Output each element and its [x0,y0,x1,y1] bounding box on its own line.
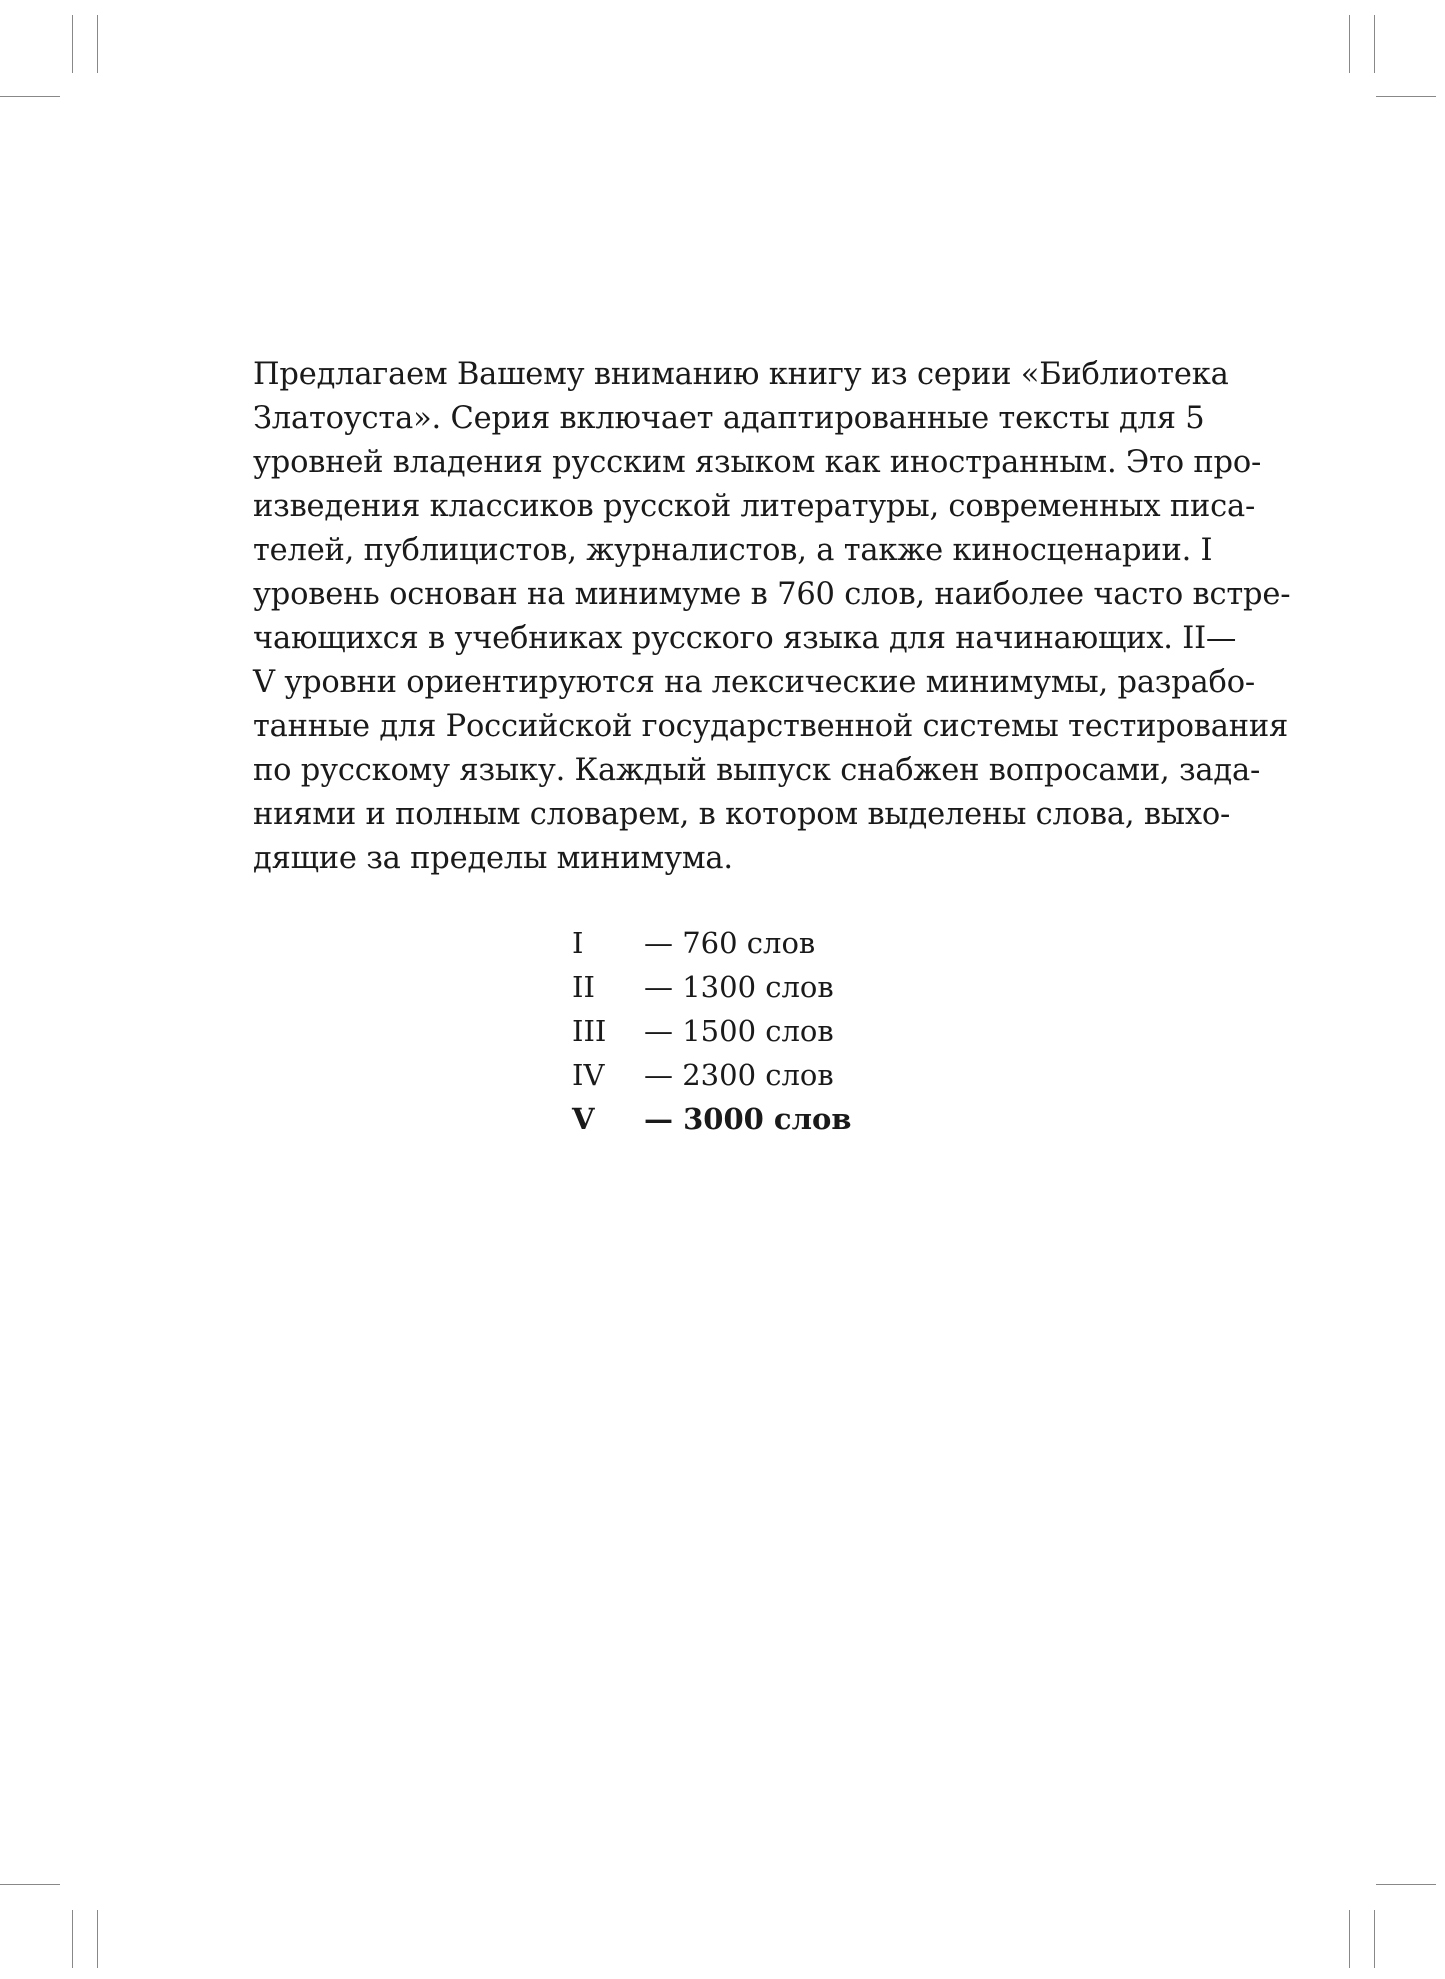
crop-mark-bottom-right-horizontal [1376,1884,1436,1885]
level-row-i [572,921,852,965]
crop-mark-bottom-left-inner [97,1910,98,1968]
level-number: III [572,1014,607,1048]
paragraph-line: дящие за пределы минимума. [253,841,733,876]
crop-mark-top-left-outer [72,15,73,73]
level-number: V [572,1102,595,1136]
level-word-count: — 1300 слов [644,970,834,1004]
paragraph-line: ниями и полным словарем, в котором выделены слова, выхо- [253,797,1231,832]
paragraph-line: телей, публицистов, журналистов, а также киносценарии. I [253,533,1213,568]
crop-mark-bottom-right-outer [1374,1910,1375,1968]
crop-mark-bottom-right-inner [1349,1910,1350,1968]
paragraph-line: изведения классиков русской литературы, современных писа- [253,489,1256,524]
crop-mark-top-left-inner [97,15,98,73]
paragraph-line: уровней владения русским языком как иностранным. Это про- [253,445,1262,480]
paragraph-line: танные для Российской государственной системы тестирования [253,709,1288,744]
level-number: I [572,926,584,960]
level-row-iv [572,1053,852,1097]
levels-list [572,921,852,1141]
level-row-v [572,1097,852,1141]
level-word-count: — 760 слов [644,926,816,960]
series-description-paragraph [253,353,1291,881]
level-word-count: — 2300 слов [644,1058,834,1092]
level-row-iii [572,1009,852,1053]
paragraph-line: по русскому языку. Каждый выпуск снабжен вопросами, зада- [253,753,1261,788]
paragraph-line: уровень основан на минимуме в 760 слов, наиболее часто встре- [253,577,1291,612]
paragraph-line: Предлагаем Вашему вниманию книгу из серии «Библиотека [253,357,1229,392]
crop-mark-top-right-inner [1349,15,1350,73]
level-number: II [572,970,595,1004]
level-word-count: — 3000 слов [644,1102,852,1136]
crop-mark-bottom-left-outer [72,1910,73,1968]
crop-mark-top-left-horizontal [0,96,60,97]
paragraph-line: чающихся в учебниках русского языка для начинающих. II— [253,621,1237,656]
paragraph-line: V уровни ориентируются на лексические минимумы, разрабо- [253,665,1255,700]
level-number: IV [572,1058,605,1092]
level-word-count: — 1500 слов [644,1014,834,1048]
crop-mark-top-right-outer [1374,15,1375,73]
crop-mark-bottom-left-horizontal [0,1884,60,1885]
crop-mark-top-right-horizontal [1376,96,1436,97]
paragraph-line: Златоуста». Серия включает адаптированные тексты для 5 [253,401,1205,436]
level-row-ii [572,965,852,1009]
